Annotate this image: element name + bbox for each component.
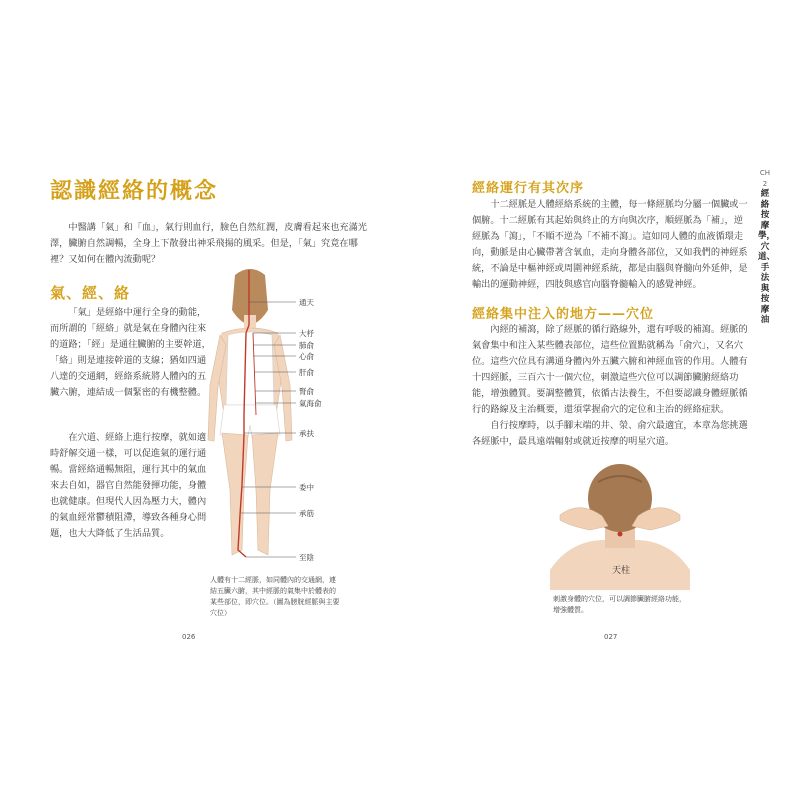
acupoints-paragraph: 內經的補瀉，除了經脈的循行路線外，還有呼吸的補瀉。經脈的氣會集中和注入某些體表部位，這些位置點就稱為「俞穴」，又名穴位。這些穴位具有溝通身體內外五臟六腑和神經血管的作用。人體有十四經脈，三百六十一個穴位，刺激這些穴位可以調節臟腑經絡功能，增強體質。要調整體質，依循古法養生，不但要認識身體經脈循行的路線及主治概要，還須掌握俞穴的定位和主治的經絡症狀。 bbox=[472, 324, 748, 415]
massage-paragraph: 在穴道、經絡上進行按摩，就如適時舒解交通一樣，可以促進氣的運行通暢。當經絡通暢無阻，運行其中的氣血來去自如，器官自然能發揮功能，身體也就健康。但現代人因為壓力大，體內的氣血經常鬱積阻滯，導致各種身心問題，也大大降低了生活品質。 bbox=[50, 432, 207, 539]
section-title-meridian-order: 經絡運行有其次序 bbox=[472, 181, 585, 196]
meridian-order-paragraph: 十二經脈是人體經絡系統的主體，每一條經脈均分屬一個臟或一個腑。十二經脈有其起始與終止的方向與次序，順經脈為「補」，逆經脈為「瀉」，「不順不逆為「不補不瀉」。這如同人體的血液循環走向，動脈是由心臟帶著含氧血，走向身體各部位，又如我們的神經系統，不論是中樞神經或周圍神經系統，都是由腦與脊髓向外延伸，是輸出的運動神經，四肢與感官向腦脊髓輸入的感覺神經。 bbox=[472, 199, 748, 290]
chapter-tab-text: 經絡按摩學，穴道、手法與按摩油 bbox=[758, 189, 776, 325]
diagram-caption: 人體有十二經脈，如同體內的交通網，連結五臟六腑，其中經脈的氣集中於體表的某些部位，即穴位。（圖為膀胱經脈與主要穴位） bbox=[210, 576, 340, 617]
photo-caption: 刺激身體的穴位，可以調節臟腑經絡功能，增強體質。 bbox=[553, 595, 686, 614]
acupoint-label-xinshu: 心俞 bbox=[299, 352, 314, 361]
intro-paragraph: 中醫講「氣」和「血」，氣行則血行，臉色自然紅潤，皮膚看起來也充滿光澤，臟腑自然調暢，全身上下散發出神采飛揚的風采。但是，「氣」究竟在哪裡？又如何在體內流動呢？ bbox=[50, 222, 367, 265]
qi-paragraph: 「氣」是經絡中運行全身的動能，而所謂的「經絡」就是氣在身體內往來的道路；「經」是通往臟腑的主要幹道，「絡」則是連接幹道的支線；猶如四通八達的交通網，經絡系統將人體內的五臟六腑，連結成一個緊密的有機整體。 bbox=[50, 307, 211, 398]
acupoint-label-shenshu: 腎俞 bbox=[299, 387, 314, 396]
acupoint-label-zhiyin: 至陰 bbox=[299, 553, 314, 562]
section-title-acupoints: 經絡集中注入的地方——穴位 bbox=[472, 307, 655, 322]
page-number: 026 bbox=[182, 633, 196, 641]
acupoint-label-chengfu: 承扶 bbox=[299, 429, 314, 438]
acupoint-label-dazhu: 大杼 bbox=[299, 329, 314, 338]
tianzhu-point-marker bbox=[618, 532, 623, 537]
page-number: 027 bbox=[604, 633, 618, 641]
acupoint-label-weizhong: 委中 bbox=[299, 483, 314, 492]
acupoint-label-feishu: 肺俞 bbox=[299, 341, 314, 350]
chapter-number: CH2 bbox=[759, 169, 771, 188]
acupoint-label-tongtian: 通天 bbox=[299, 298, 314, 307]
acupoint-label-qihaishu: 氣海俞 bbox=[299, 399, 322, 408]
self-massage-paragraph: 自行按摩時，以手腳末端的井、滎、俞穴最適宜，本章為您挑選各經脈中，最具遠端輻射或就近按摩的明星穴道。 bbox=[472, 420, 748, 447]
meridian-body-diagram bbox=[200, 265, 340, 570]
page-title: 認識經絡的概念 bbox=[50, 179, 219, 204]
acupoint-label-ganshu: 肝俞 bbox=[299, 368, 314, 377]
body-figure bbox=[208, 269, 292, 555]
section-title-qi-meridian: 氣、經、絡 bbox=[50, 284, 131, 302]
acupoint-label-chengjin: 承筋 bbox=[299, 509, 314, 518]
chapter-side-tab bbox=[758, 168, 776, 326]
photo-label-tianzhu: 天柱 bbox=[612, 566, 631, 576]
right-page bbox=[400, 0, 800, 800]
